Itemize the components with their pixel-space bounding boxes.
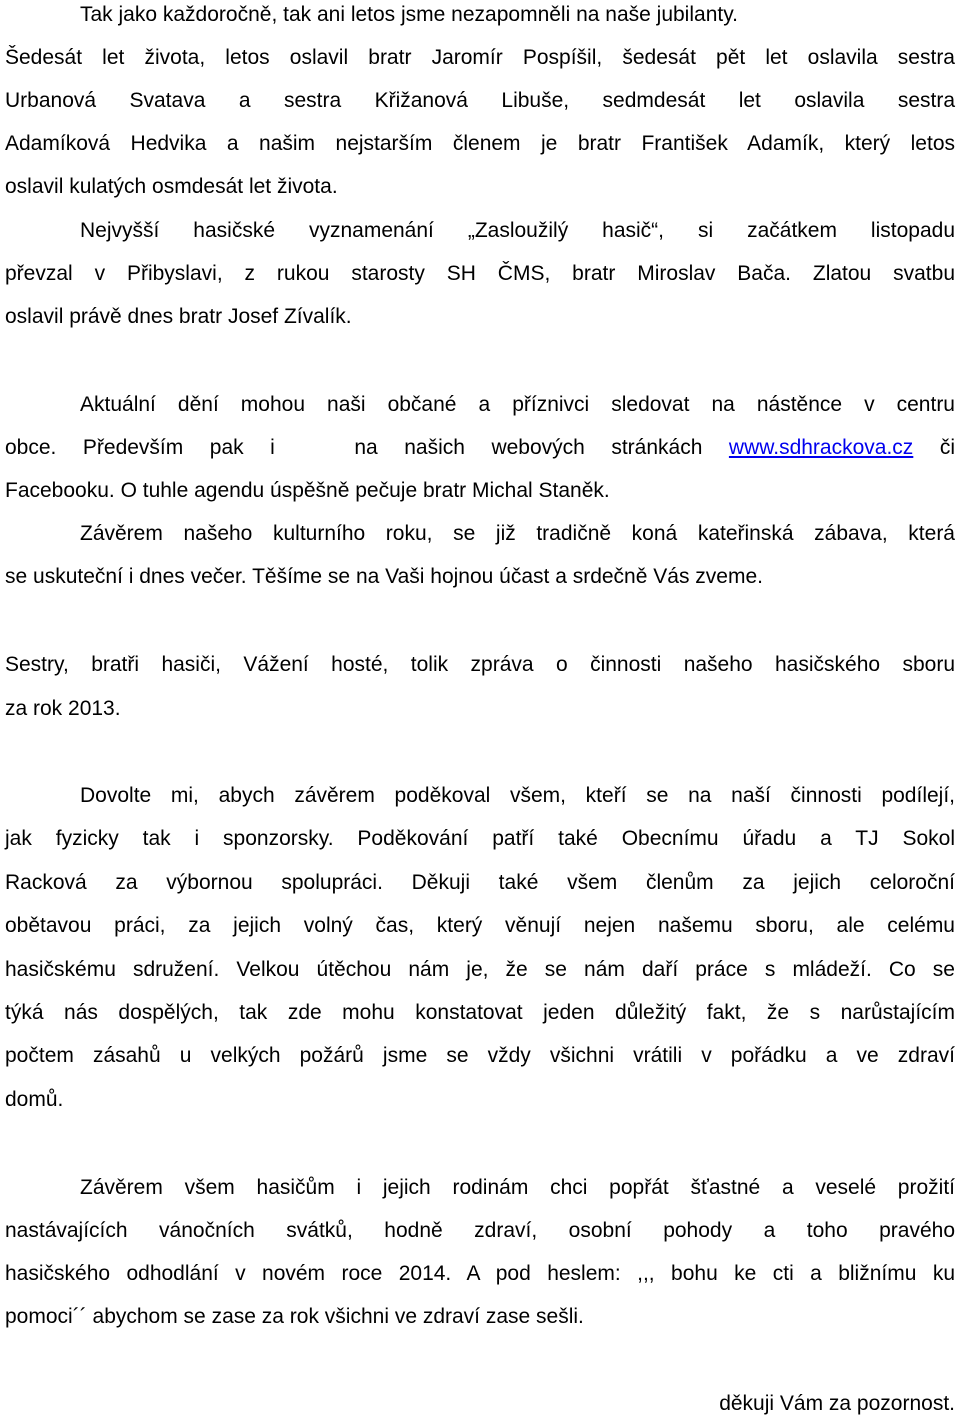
text-line: Nejvyšší hasičské vyznamenání „Zasloužilý hasič“, si začátkem listopadu: [80, 219, 955, 242]
text-line: hasičského odhodlání v novém roce 2014. A pod heslem: ,,, bohu ke cti a bližnímu ku: [5, 1262, 955, 1285]
text-line: oslavil právě dnes bratr Josef Zívalík.: [5, 305, 352, 328]
text-line: Sestry, bratři hasiči, Vážení hosté, tolik zpráva o činnosti našeho hasičského sboru: [5, 653, 955, 676]
text-line: nastávajících vánočních svátků, hodně zdraví, osobní pohody a toho pravého: [5, 1219, 955, 1242]
text-line-with-link: [5, 433, 955, 463]
text-line: Aktuální dění mohou naši občané a příznivci sledovat na nástěnce v centru: [80, 393, 955, 416]
text-line: Racková za výbornou spolupráci. Děkuji také všem členům za jejich celoroční: [5, 871, 955, 894]
text-segment: či: [913, 436, 955, 459]
text-line: Šedesát let života, letos oslavil bratr Jaromír Pospíšil, šedesát pět let oslavila sestra: [5, 46, 955, 69]
text-line: obětavou práci, za jejich volný čas, který věnují nejen našemu sboru, ale celému: [5, 914, 955, 937]
text-line: převzal v Přibyslavi, z rukou starosty SH ČMS, bratr Miroslav Bača. Zlatou svatbu: [5, 262, 955, 285]
text-line: týká nás dospělých, tak zde mohu konstatovat jeden důležitý fakt, že s narůstajícím: [5, 1001, 955, 1024]
text-segment: obce. Především pak i na našich webových stránkách: [5, 436, 729, 459]
text-line: se uskuteční i dnes večer. Těšíme se na Vaši hojnou účast a srdečně Vás zveme.: [5, 565, 763, 588]
text-line: Tak jako každoročně, tak ani letos jsme nezapomněli na naše jubilanty.: [80, 3, 738, 26]
closing-line: děkuji Vám za pozornost.: [719, 1392, 955, 1415]
text-line: počtem zásahů u velkých požárů jsme se vždy všichni vrátili v pořádku a ve zdraví: [5, 1044, 955, 1067]
text-line: Dovolte mi, abych závěrem poděkoval všem, kteří se na naší činnosti podílejí,: [80, 784, 955, 807]
text-line: hasičskému sdružení. Velkou útěchou nám je, že se nám daří práce s mládeží. Co se: [5, 958, 955, 981]
text-line: domů.: [5, 1088, 64, 1111]
text-line: Facebooku. O tuhle agendu úspěšně pečuje bratr Michal Staněk.: [5, 479, 610, 502]
text-line: Urbanová Svatava a sestra Křižanová Libuše, sedmdesát let oslavila sestra: [5, 89, 955, 112]
text-line: Závěrem našeho kulturního roku, se již tradičně koná kateřinská zábava, která: [80, 522, 955, 545]
text-line: pomoci´´ abychom se zase za rok všichni ve zdraví zase sešli.: [5, 1305, 584, 1328]
text-line: Adamíková Hedvika a našim nejstarším členem je bratr František Adamík, který letos: [5, 132, 955, 155]
text-line: Závěrem všem hasičům i jejich rodinám chci popřát šťastné a veselé prožití: [80, 1176, 955, 1199]
text-line: za rok 2013.: [5, 697, 121, 720]
text-line: oslavil kulatých osmdesát let života.: [5, 175, 338, 198]
text-line: jak fyzicky tak i sponzorsky. Poděkování patří také Obecnímu úřadu a TJ Sokol: [5, 827, 955, 850]
website-link[interactable]: www.sdhrackova.cz: [728, 436, 914, 459]
